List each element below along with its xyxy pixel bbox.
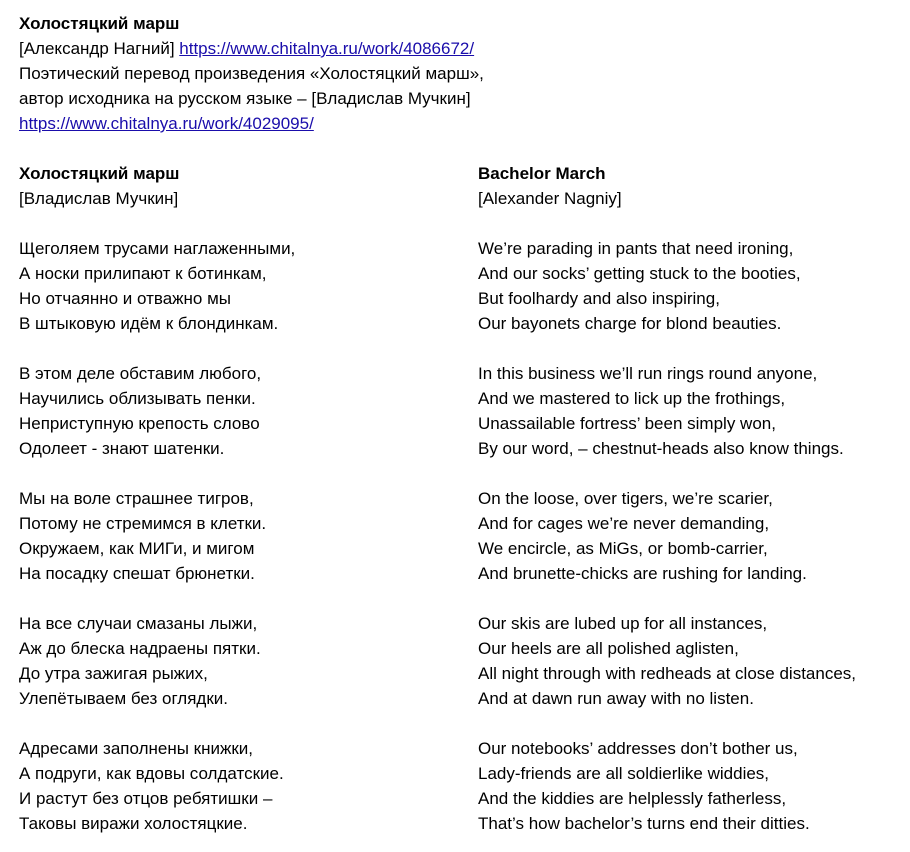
english-line: We encircle, as MiGs, or bomb-carrier, xyxy=(478,539,768,558)
english-line: We’re parading in pants that need ironing, xyxy=(478,239,794,258)
russian-line: Мы на воле страшнее тигров, xyxy=(19,489,254,508)
english-line: And we mastered to lick up the frothings, xyxy=(478,389,786,408)
source-work-link[interactable]: https://www.chitalnya.ru/work/4029095/ xyxy=(19,114,314,133)
english-line: Unassailable fortress’ been simply won, xyxy=(478,414,776,433)
english-line: All night through with redheads at close distances, xyxy=(478,664,857,683)
russian-line: На посадку спешат брюнетки. xyxy=(19,564,255,583)
translator-work-link[interactable]: https://www.chitalnya.ru/work/4086672/ xyxy=(179,39,475,58)
russian-line: Но отчаянно и отважно мы xyxy=(19,289,232,308)
english-line: Lady-friends are all soldierlike widdies, xyxy=(478,764,770,783)
translator-line xyxy=(19,36,474,61)
source-author-line: автор исходника на русском языке – [Владислав Мучкин] xyxy=(19,89,471,108)
russian-poem-author: [Владислав Мучкин] xyxy=(19,189,179,208)
english-line: And for cages we’re never demanding, xyxy=(478,514,770,533)
russian-line: Аж до блеска надраены пятки. xyxy=(19,639,261,658)
english-line: And the kiddies are helplessly fatherless, xyxy=(478,789,787,808)
english-line: And brunette-chicks are rushing for landing. xyxy=(478,564,807,583)
russian-line: В этом деле обставим любого, xyxy=(19,364,262,383)
source-work-link-line xyxy=(19,111,314,136)
english-line: Our bayonets charge for blond beauties. xyxy=(478,314,782,333)
english-poem-author: [Alexander Nagniy] xyxy=(478,189,622,208)
russian-line: Окружаем, как МИГи, и мигом xyxy=(19,539,255,558)
russian-line: Одолеет - знают шатенки. xyxy=(19,439,225,458)
russian-line: Потому не стремимся в клетки. xyxy=(19,514,267,533)
russian-line: А носки прилипают к ботинкам, xyxy=(19,264,267,283)
english-line: In this business we’ll run rings round anyone, xyxy=(478,364,818,383)
english-line: By our word, – chestnut-heads also know things. xyxy=(478,439,844,458)
russian-line: Научились облизывать пенки. xyxy=(19,389,256,408)
russian-line: На все случаи смазаны лыжи, xyxy=(19,614,258,633)
russian-line: До утра зажигая рыжих, xyxy=(19,664,208,683)
doc-title: Холостяцкий марш xyxy=(19,14,180,33)
english-line: And at dawn run away with no listen. xyxy=(478,689,754,708)
russian-line: Таковы виражи холостяцкие. xyxy=(19,814,248,833)
english-line: Our heels are all polished aglisten, xyxy=(478,639,739,658)
russian-line: Адресами заполнены книжки, xyxy=(19,739,254,758)
english-line: That’s how bachelor’s turns end their ditties. xyxy=(478,814,810,833)
english-poem-title: Bachelor March xyxy=(478,164,606,183)
russian-line: В штыковую идём к блондинкам. xyxy=(19,314,279,333)
russian-line: Неприступную крепость слово xyxy=(19,414,260,433)
translator-name: [Александр Нагний] xyxy=(19,39,175,58)
english-line: Our skis are lubed up for all instances, xyxy=(478,614,768,633)
english-line: But foolhardy and also inspiring, xyxy=(478,289,720,308)
english-line: And our socks’ getting stuck to the booties, xyxy=(478,264,801,283)
english-line: Our notebooks’ addresses don’t bother us, xyxy=(478,739,798,758)
russian-line: И растут без отцов ребятишки – xyxy=(19,789,273,808)
russian-line: Улепётываем без оглядки. xyxy=(19,689,228,708)
russian-line: А подруги, как вдовы солдатские. xyxy=(19,764,284,783)
russian-line: Щеголяем трусами наглаженными, xyxy=(19,239,296,258)
english-line: On the loose, over tigers, we’re scarier, xyxy=(478,489,773,508)
translation-note: Поэтический перевод произведения «Холостяцкий марш», xyxy=(19,64,484,83)
russian-poem-title: Холостяцкий марш xyxy=(19,164,180,183)
